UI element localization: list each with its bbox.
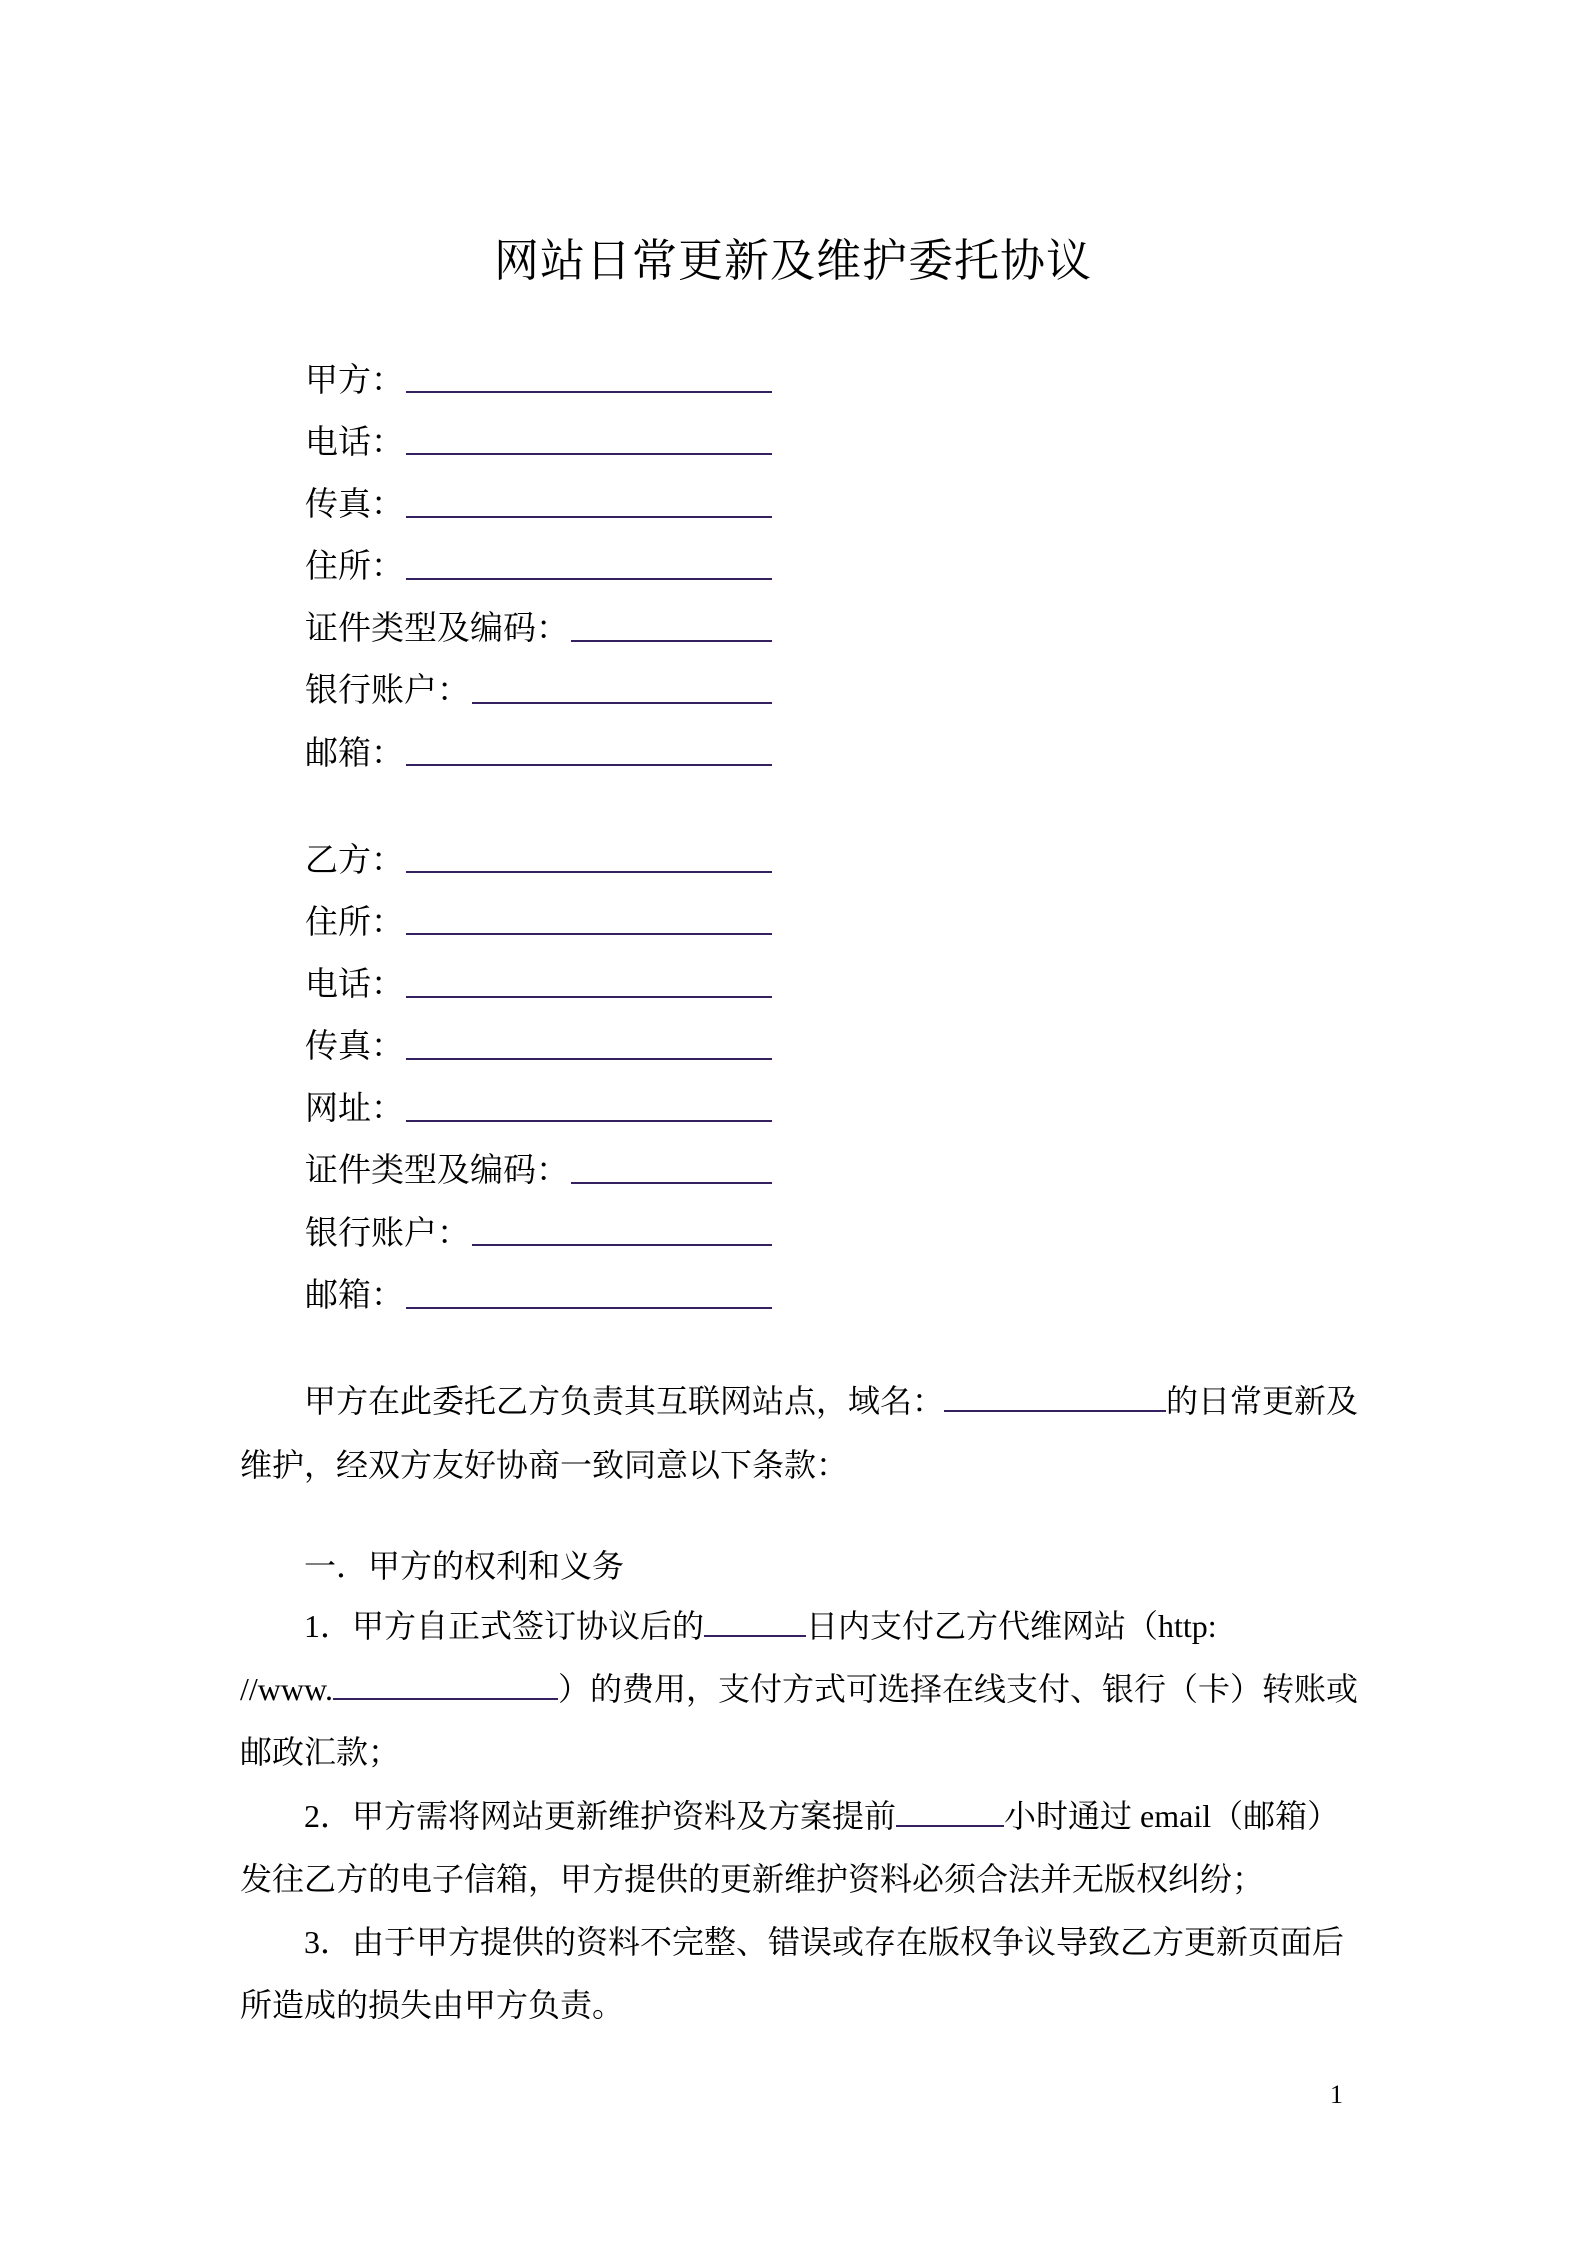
party-a-field-row xyxy=(305,647,772,709)
party-a-field-label: 银行账户： xyxy=(305,673,470,710)
body-line xyxy=(240,1449,1586,1481)
party-b-blank-line xyxy=(406,1120,772,1122)
party-a-blank-line xyxy=(406,391,772,393)
party-a-field-row xyxy=(305,523,772,585)
party-b-field-row xyxy=(305,816,772,878)
party-a-field-row xyxy=(305,709,772,771)
page-number: 1 xyxy=(1330,2080,1343,2109)
body-line xyxy=(240,1863,1586,1895)
party-a-field-label: 电话： xyxy=(305,424,404,461)
party-b-field-label: 银行账户： xyxy=(305,1215,470,1252)
party-b-field-row xyxy=(305,1003,772,1065)
party-b-blank-line xyxy=(406,933,772,935)
party-a-field-label: 证件类型及编码： xyxy=(305,611,569,648)
party-b-field-label: 传真： xyxy=(305,1029,404,1066)
party-b-field-row xyxy=(305,878,772,940)
party-a-blank-line xyxy=(571,640,772,642)
body-line xyxy=(240,1736,1586,1768)
body-text: 日内支付乙方代维网站（http: xyxy=(806,1608,1217,1644)
body-text: 1．甲方自正式签订协议后的 xyxy=(304,1608,705,1644)
party-b-field-row xyxy=(305,1065,772,1127)
fill-in-blank-line xyxy=(944,1406,1166,1412)
party-a-blank-line xyxy=(406,453,772,455)
party-b-blank-line xyxy=(406,996,772,998)
body-text: 甲方在此委托乙方负责其互联网站点，域名： xyxy=(304,1383,945,1419)
fill-in-blank-line xyxy=(704,1631,806,1637)
party-b-field-label: 电话： xyxy=(305,966,404,1003)
body-text: //www. xyxy=(240,1671,334,1707)
body-text: 所造成的损失由甲方负责。 xyxy=(240,1987,625,2023)
party-a-blank-line xyxy=(472,702,772,704)
party-b-field-label: 邮箱： xyxy=(305,1277,404,1314)
party-a-field-row xyxy=(305,398,772,460)
party-b-field-label: 乙方： xyxy=(305,842,404,879)
body-text: 2．甲方需将网站更新维护资料及方案提前 xyxy=(304,1798,897,1834)
body-text: 的日常更新及 xyxy=(1166,1383,1359,1419)
party-b-blank-line xyxy=(406,871,772,873)
party-b-field-row xyxy=(305,1251,772,1313)
body-text: 一．甲方的权利和义务 xyxy=(304,1548,625,1584)
party-a-field-row xyxy=(305,460,772,522)
party-b-field-label: 证件类型及编码： xyxy=(305,1153,569,1190)
body-line xyxy=(240,1673,1586,1705)
body-line xyxy=(240,1610,1586,1642)
body-text: 3．由于甲方提供的资料不完整、错误或存在版权争议导致乙方更新页面后 xyxy=(304,1924,1345,1960)
party-b-blank-line xyxy=(571,1182,772,1184)
body-line xyxy=(240,1385,1586,1417)
body-text: 维护，经双方友好协商一致同意以下条款： xyxy=(240,1447,849,1483)
document-title: 网站日常更新及维护委托协议 xyxy=(493,236,1092,286)
body-line xyxy=(240,1800,1586,1832)
body-text: 邮政汇款； xyxy=(240,1734,401,1770)
party-b-field-label: 住所： xyxy=(305,904,404,941)
party-b-blank-line xyxy=(406,1307,772,1309)
fill-in-blank-line xyxy=(896,1821,1004,1827)
party-b-field-row xyxy=(305,1127,772,1189)
body-text: 发往乙方的电子信箱，甲方提供的更新维护资料必须合法并无版权纠纷； xyxy=(240,1861,1265,1897)
party-b-field-row xyxy=(305,940,772,1002)
party-b-fields-block xyxy=(305,816,772,1314)
fill-in-blank-line xyxy=(333,1694,558,1700)
party-b-blank-line xyxy=(472,1244,772,1246)
body-line xyxy=(240,1926,1586,1958)
party-a-blank-line xyxy=(406,516,772,518)
party-a-field-label: 甲方： xyxy=(305,362,404,399)
party-a-field-label: 邮箱： xyxy=(305,735,404,772)
body-line xyxy=(240,1550,1586,1582)
party-a-blank-line xyxy=(406,578,772,580)
party-b-field-label: 网址： xyxy=(305,1091,404,1128)
body-text: ）的费用，支付方式可选择在线支付、银行（卡）转账或 xyxy=(558,1671,1359,1707)
body-line xyxy=(240,1989,1586,2021)
party-a-fields-block xyxy=(305,336,772,771)
party-a-field-label: 传真： xyxy=(305,486,404,523)
body-text: 小时通过 email（邮箱） xyxy=(1004,1798,1340,1834)
party-a-field-row xyxy=(305,336,772,398)
party-a-blank-line xyxy=(406,764,772,766)
party-b-blank-line xyxy=(406,1058,772,1060)
party-b-field-row xyxy=(305,1189,772,1251)
party-a-field-row xyxy=(305,585,772,647)
party-a-field-label: 住所： xyxy=(305,549,404,586)
